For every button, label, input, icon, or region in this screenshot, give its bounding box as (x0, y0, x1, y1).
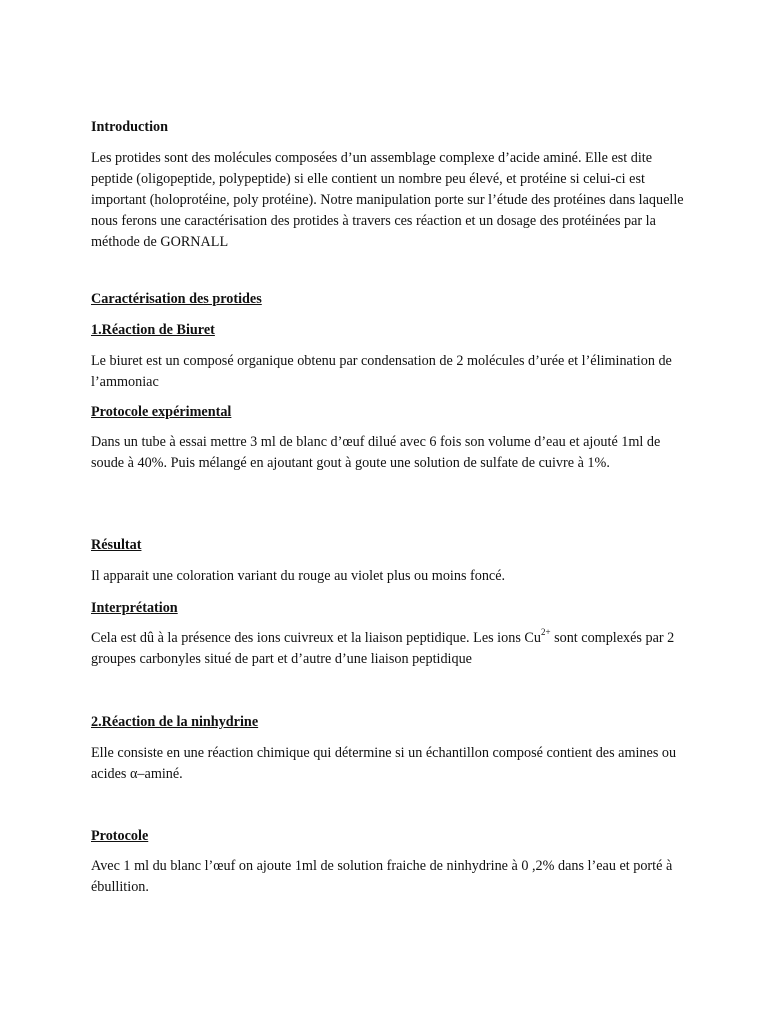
paragraph-protocole-biuret: Dans un tube à essai mettre 3 ml de blanc d’œuf dilué avec 6 fois son volume d’eau et ajouté 1ml de soude à 40%. Puis mélangé en ajoutant gout à goute une solution de sulfate de cuivre à 1%. (91, 434, 661, 471)
paragraph-introduction: Les protides sont des molécules composées d’un assemblage complexe d’acide aminé. Elle est dite peptide (oligopeptide, polypeptide) si elle contient un nombre peu élevé, et protéine si celui-ci est important (holoprotéine, poly protéine). Notre manipulation porte sur l’étude des protéines dans laquelle nous ferons une caractérisation des protides à travers ces réaction et un dosage des protéinées par la méthode de GORNALL (91, 150, 684, 250)
interpretation-text-part-2: sont complexés par 2 groupes carbonyles situé de part et d’autre d’une liaison peptidique (91, 630, 675, 667)
heading-interpretation: Interprétation (91, 600, 178, 616)
heading-caracterisation: Caractérisation des protides (91, 291, 262, 307)
heading-introduction: Introduction (91, 119, 168, 135)
heading-ninhydrine: 2.Réaction de la ninhydrine (91, 714, 259, 730)
heading-protocole-experimental: Protocole expérimental (91, 404, 232, 420)
paragraph-biuret: Le biuret est un composé organique obtenu par condensation de 2 molécules d’urée et l’élimination de l’ammoniac (91, 353, 672, 390)
heading-resultat: Résultat (91, 537, 142, 553)
paragraph-ninhydrine: Elle consiste en une réaction chimique qui détermine si un échantillon composé contient des amines ou acides α–aminé. (91, 745, 677, 782)
paragraph-interpretation (91, 628, 691, 670)
paragraph-protocole-ninhydrine: Avec 1 ml du blanc l’œuf on ajoute 1ml de solution fraiche de ninhydrine à 0 ,2% dans l’eau et porté à ébullition. (91, 858, 673, 895)
heading-biuret: 1.Réaction de Biuret (91, 322, 215, 338)
copper-charge-superscript: 2+ (540, 627, 551, 638)
heading-protocole: Protocole (91, 828, 149, 844)
paragraph-resultat: Il apparait une coloration variant du rouge au violet plus ou moins foncé. (91, 568, 506, 584)
interpretation-text-part-1: Cela est dû à la présence des ions cuivreux et la liaison peptidique. Les ions Cu (91, 630, 541, 646)
